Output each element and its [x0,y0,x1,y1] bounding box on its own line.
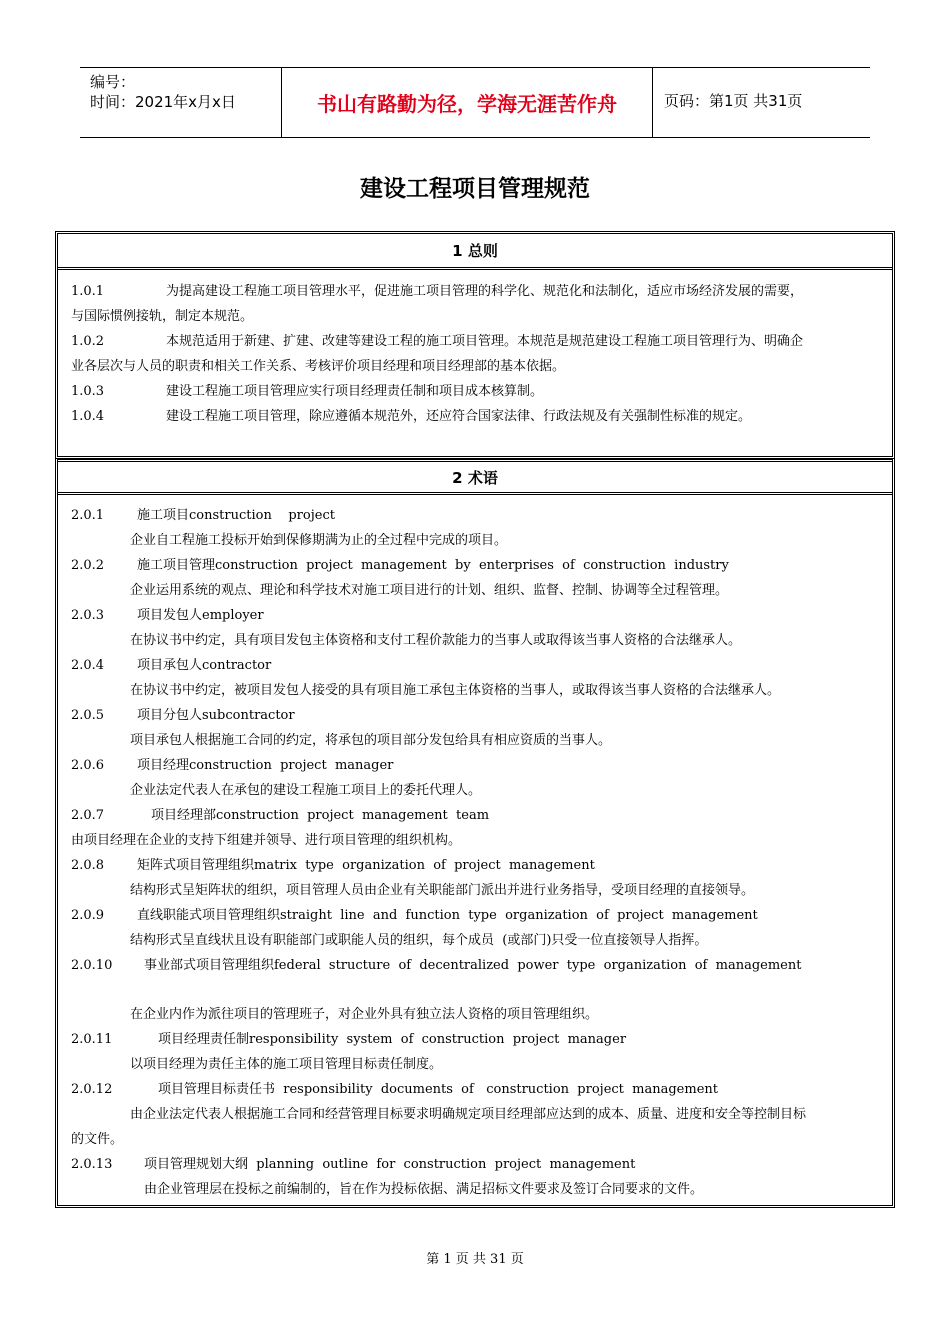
term-number: 2.0.2 [71,558,105,573]
term-name: 项目分包人subcontractor [137,708,295,723]
term-definition: 结构形式呈矩阵状的组织，项目管理人员由企业有关职能部门派出并进行业务指导，受项目经理的直接领导。 [130,883,755,898]
clause-text-cont: 业各层次与人员的职责和相关工作关系、考核评价项目经理和项目经理部的基本依据。 [71,359,566,374]
term-number: 2.0.9 [71,908,105,923]
date-label: 时间：2021年x月x日 [90,93,236,111]
number-label: 编号： [90,73,136,91]
term-name: 施工项目管理construction project management by enterprises of construction industry [137,558,729,573]
term-name: 项目经理construction project manager [137,758,394,773]
clause-text: 建设工程施工项目管理，除应遵循本规范外，还应符合国家法律、行政法规及有关强制性标准的规定。 [166,409,752,424]
term-name: 施工项目construction project [137,508,335,523]
section-heading: 1 总则 [58,234,892,270]
term-number: 2.0.5 [71,708,105,723]
term-name: 项目发包人employer [137,608,264,623]
term-definition: 以项目经理为责任主体的施工项目管理目标责任制度。 [130,1057,443,1072]
term-definition: 由企业法定代表人根据施工合同和经营管理目标要求明确规定项目经理部应达到的成本、质量、进度和安全等控制目标 [130,1107,807,1122]
term-number: 2.0.10 [71,958,113,973]
term-definition: 在企业内作为派往项目的管理班子，对企业外具有独立法人资格的项目管理组织。 [130,1007,599,1022]
term-number: 2.0.6 [71,758,105,773]
header-left-cell [90,72,280,112]
term-number: 2.0.8 [71,858,105,873]
term-number: 2.0.4 [71,658,105,673]
page-footer: 第 1 页 共 31 页 [426,1252,524,1267]
term-definition: 在协议书中约定，被项目发包人接受的具有项目施工承包主体资格的当事人，或取得该当事人资格的合法继承人。 [130,683,781,698]
term-name: 项目管理目标责任书 responsibility documents of construction project management [158,1082,718,1097]
page-header [80,67,870,138]
term-definition: 项目承包人根据施工合同的约定，将承包的项目部分发包给具有相应资质的当事人。 [130,733,612,748]
term-definition: 企业自工程施工投标开始到保修期满为止的全过程中完成的项目。 [130,533,508,548]
term-name: 项目承包人contractor [137,658,272,673]
page-info: 页码：第1页 共31页 [664,92,803,110]
term-name: 项目经理部construction project management team [151,808,490,823]
term-definition: 由企业管理层在投标之前编制的，旨在作为投标依据、满足招标文件要求及签订合同要求的文件。 [144,1182,704,1197]
term-number: 2.0.11 [71,1032,113,1047]
clause-number: 1.0.2 [71,334,105,349]
term-number: 2.0.1 [71,508,105,523]
term-definition: 由项目经理在企业的支持下组建并领导、进行项目管理的组织机构。 [71,833,462,848]
clause-text: 为提高建设工程施工项目管理水平，促进施工项目管理的科学化、规范化和法制化，适应市场经济发展的需要， [166,284,804,299]
clause-text: 建设工程施工项目管理应实行项目经理责任制和项目成本核算制。 [166,384,544,399]
term-number: 2.0.13 [71,1157,113,1172]
motto-text: 书山有路勤为径，学海无涯苦作舟 [317,92,617,116]
term-name: 项目经理责任制responsibility system of construction project manager [158,1032,627,1047]
term-definition: 企业运用系统的观点、理论和科学技术对施工项目进行的计划、组织、监督、控制、协调等全过程管理。 [130,583,729,598]
term-definition: 在协议书中约定，具有项目发包主体资格和支付工程价款能力的当事人或取得该当事人资格的合法继承人。 [130,633,742,648]
term-definition: 企业法定代表人在承包的建设工程施工项目上的委托代理人。 [130,783,482,798]
section-heading: 2 术语 [58,459,892,495]
term-name: 项目管理规划大纲 planning outline for construction project management [144,1157,636,1172]
document-title: 建设工程项目管理规范 [360,176,590,202]
clause-number: 1.0.3 [71,384,105,399]
term-number: 2.0.3 [71,608,105,623]
term-definition-cont: 的文件。 [71,1132,124,1147]
term-name: 直线职能式项目管理组织straight line and function type organization of project management [137,908,758,923]
clause-text-cont: 与国际惯例接轨，制定本规范。 [71,309,254,324]
clause-number: 1.0.4 [71,409,105,424]
term-number: 2.0.7 [71,808,105,823]
term-definition: 结构形式呈直线状且设有职能部门或职能人员的组织，每个成员 (或部门)只受一位直接领导人指挥。 [130,933,708,948]
clause-text: 本规范适用于新建、扩建、改建等建设工程的施工项目管理。本规范是规范建设工程施工项目管理行为、明确企 [166,334,804,349]
header-motto-cell [281,68,653,137]
term-name: 矩阵式项目管理组织matrix type organization of project management [137,858,595,873]
clause-number: 1.0.1 [71,284,105,299]
term-number: 2.0.12 [71,1082,113,1097]
term-name: 事业部式项目管理组织federal structure of decentralized power type organization of management [144,958,802,973]
